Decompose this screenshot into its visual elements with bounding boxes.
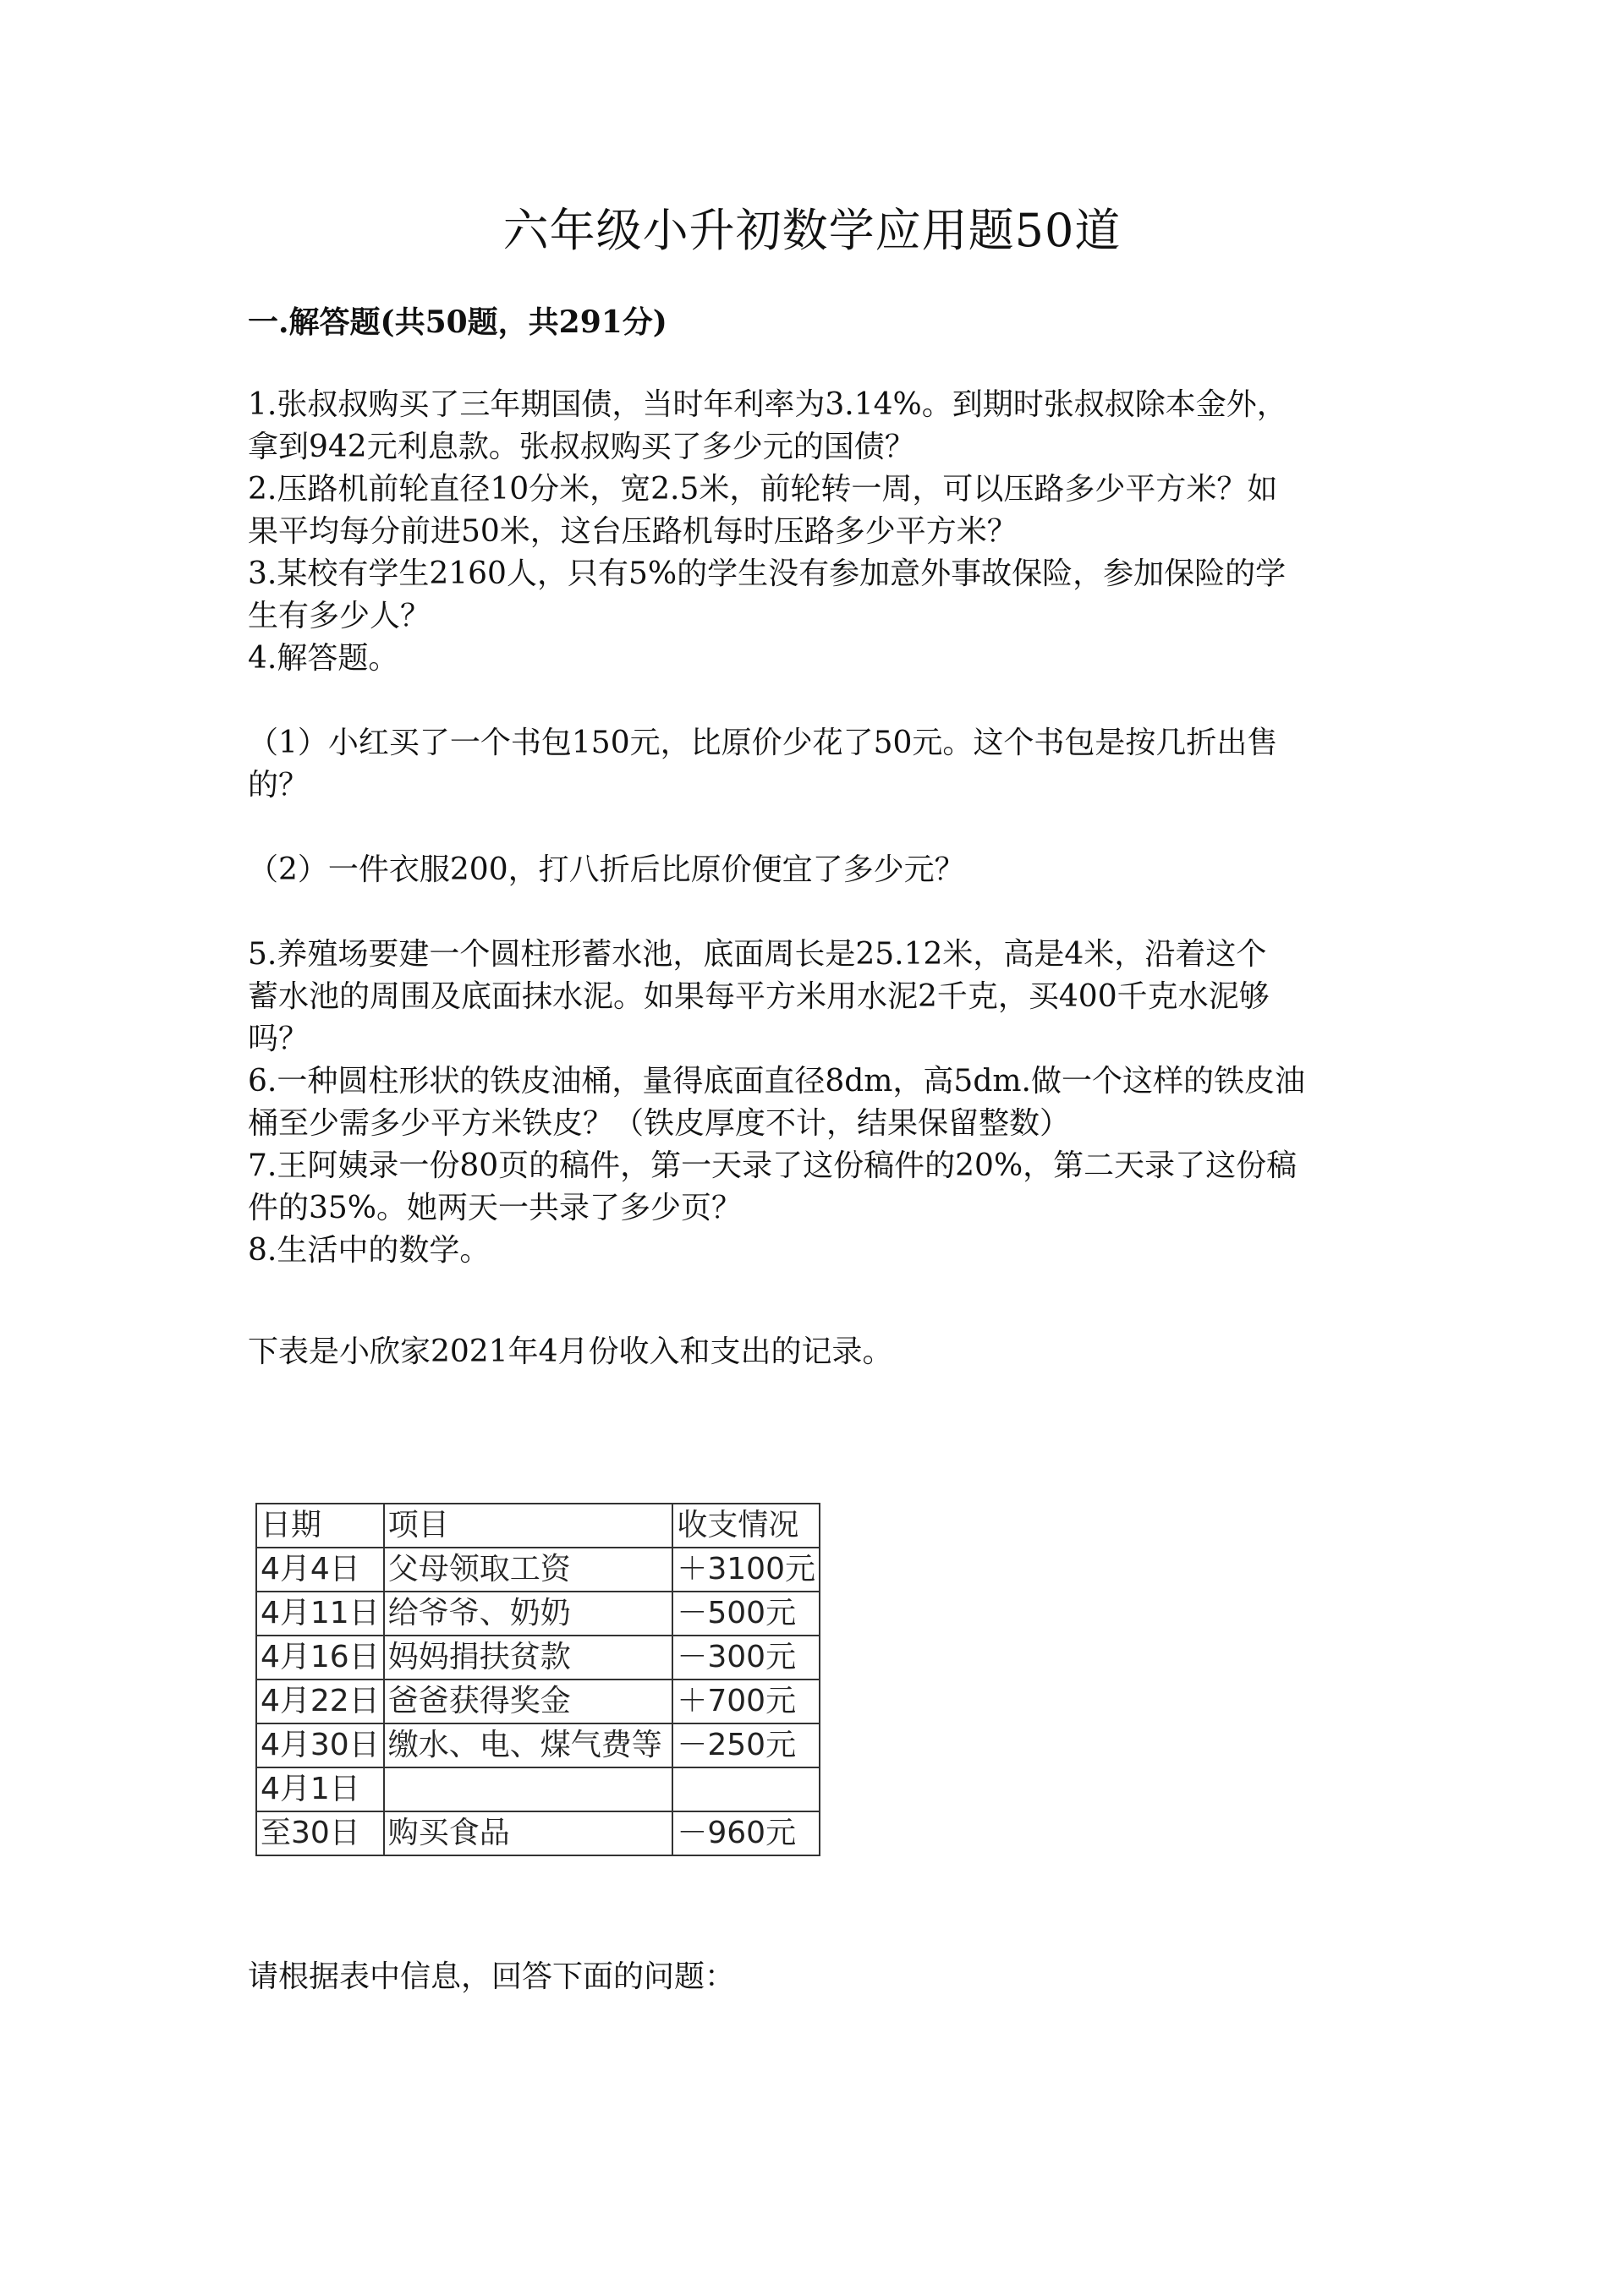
table-row [256, 1548, 820, 1592]
table-cell-item: 父母领取工资 [384, 1548, 673, 1592]
question-7-line-1: 7.王阿姨录一份80页的稿件，第一天录了这份稿件的20%，第二天录了这份稿 [248, 1148, 1298, 1183]
table-cell-amount: －250元 [672, 1723, 820, 1767]
table-row [256, 1592, 820, 1636]
question-5-line-3: 吗？ [248, 1022, 310, 1056]
income-expense-table-wrapper [255, 1503, 820, 1856]
question-6-line-2: 桶至少需多少平方米铁皮？（铁皮厚度不计，结果保留整数） [248, 1106, 1071, 1141]
question-8-prompt: 请根据表中信息，回答下面的问题： [248, 1959, 736, 1994]
question-7-line-2: 件的35%。她两天一共录了多少页？ [248, 1191, 743, 1225]
spacer [248, 680, 1390, 722]
question-3-line-1: 3.某校有学生2160人，只有5%的学生没有参加意外事故保险，参加保险的学 [248, 556, 1287, 591]
income-expense-table [255, 1503, 820, 1856]
table-header-cell: 收支情况 [672, 1504, 820, 1548]
question-2-line-2: 果平均每分前进50米，这台压路机每时压路多少平方米？ [248, 514, 1018, 549]
table-row [256, 1680, 820, 1723]
table-row [256, 1723, 820, 1767]
question-4-sub-1-line-2: 的？ [248, 768, 310, 803]
question-1-line-1: 1.张叔叔购买了三年期国债，当时年利率为3.14%。到期时张叔叔除本金外， [248, 387, 1287, 422]
table-cell-date: 4月16日 [256, 1636, 384, 1680]
question-4-sub-2-line-1: （2）一件衣服200，打八折后比原价便宜了多少元？ [248, 852, 965, 887]
table-cell-date: 4月11日 [256, 1592, 384, 1636]
table-row [256, 1636, 820, 1680]
question-4-line-1: 4.解答题。 [248, 641, 399, 676]
spacer [248, 1272, 1390, 1331]
table-cell-date: 4月4日 [256, 1548, 384, 1592]
table-cell-date: 4月1日 [256, 1767, 384, 1811]
spacer [248, 891, 1390, 934]
table-cell-item: 购买食品 [384, 1811, 673, 1855]
question-5-line-1: 5.养殖场要建一个圆柱形蓄水池，底面周长是25.12米，高是4米，沿着这个 [248, 937, 1267, 972]
table-cell-date: 4月30日 [256, 1723, 384, 1767]
table-cell-item: 妈妈捐扶贫款 [384, 1636, 673, 1680]
table-cell-amount: ＋700元 [672, 1680, 820, 1723]
question-8-intro: 下表是小欣家2021年4月份收入和支出的记录。 [248, 1334, 893, 1369]
table-header-row [256, 1504, 820, 1548]
table-cell-item: 缴水、电、煤气费等 [384, 1723, 673, 1767]
question-5-line-2: 蓄水池的周围及底面抹水泥。如果每平方米用水泥2千克，买400千克水泥够 [248, 979, 1270, 1014]
spacer [248, 807, 1390, 849]
questions-body [248, 384, 1390, 1373]
page-title: 六年级小升初数学应用题50道 [502, 204, 1122, 257]
table-cell-item: 爸爸获得奖金 [384, 1680, 673, 1723]
question-1-line-2: 拿到942元利息款。张叔叔购买了多少元的国债？ [248, 430, 915, 464]
question-4-sub-1-line-1: （1）小红买了一个书包150元，比原价少花了50元。这个书包是按几折出售 [248, 726, 1278, 760]
table-row [256, 1767, 820, 1811]
table-header-cell: 项目 [384, 1504, 673, 1548]
question-2-line-1: 2.压路机前轮直径10分米，宽2.5米，前轮转一周，可以压路多少平方米？如 [248, 472, 1278, 507]
table-cell-date: 至30日 [256, 1811, 384, 1855]
table-cell-date: 4月22日 [256, 1680, 384, 1723]
table-cell-amount: －960元 [672, 1811, 820, 1855]
section-heading: 一.解答题(共50题，共291分) [248, 304, 667, 340]
table-cell-amount [672, 1767, 820, 1811]
question-6-line-1: 6.一种圆柱形状的铁皮油桶，量得底面直径8dm，高5dm.做一个这样的铁皮油 [248, 1064, 1305, 1099]
table-row [256, 1811, 820, 1855]
question-8-line-1: 8.生活中的数学。 [248, 1233, 491, 1268]
table-cell-item: 给爷爷、奶奶 [384, 1592, 673, 1636]
table-cell-item [384, 1767, 673, 1811]
question-3-line-2: 生有多少人？ [248, 599, 431, 633]
table-cell-amount: －500元 [672, 1592, 820, 1636]
table-cell-amount: ＋3100元 [672, 1548, 820, 1592]
table-header-cell: 日期 [256, 1504, 384, 1548]
table-cell-amount: －300元 [672, 1636, 820, 1680]
